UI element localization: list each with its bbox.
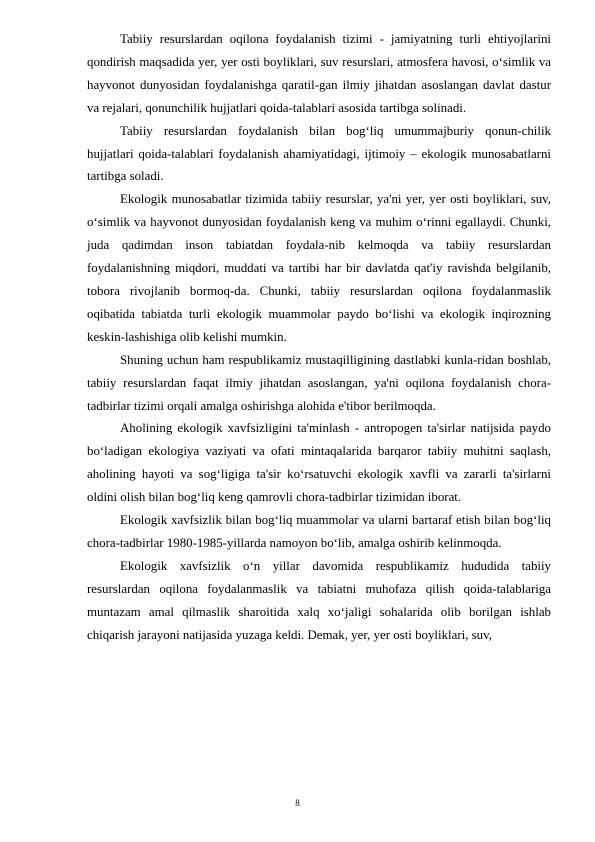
paragraph-independence-focus: Shuning uchun ham respublikamiz mustaqilligining dastlabki kunla-ridan boshlab, tabiiy resurslardan faqat ilmiy jihatdan asoslangan, ya'ni oqilona foydalanish chora-tadbirlar tizimi orqali amalga oshirishga alohida e'tibor berilmoqda. bbox=[87, 352, 551, 413]
paragraph-ecological-safety-decades: Ekologik xavfsizlik o‘n yillar davomida respublikamiz hududida tabiiy resurslardan oqilona foydalanmaslik va tabiatni muhofaza qilish qoida-talablariga muntazam amal qilmaslik sharoitida xalq xo‘jaligi sohalarida olib borilgan ishlab chiqarish jarayoni natijasida yuzaga keldi. Demak, yer, yer osti boyliklari, suv, bbox=[87, 558, 551, 642]
page-number: 8 bbox=[295, 798, 300, 808]
paragraph-natural-resources-rational-use: Tabiiy resurslardan oqilona foydalanish tizimi - jamiyatning turli ehtiyojlarini qondirish maqsadida yer, yer osti boyliklari, suv resurslari, atmosfera havosi, o‘simlik va hayvonot dunyosidan foydalanishga qaratil-gan ilmiy jihatdan asoslangan davlat dastur va rejalari, qonunchilik hujjatlari qoida-talablari asosida tartibga solinadi. bbox=[87, 32, 551, 115]
paragraph-ecological-problems-history: Ekologik xavfsizlik bilan bog‘liq muammolar va ularni bartaraf etish bilan bog‘liq chora-tadbirlar 1980-1985-yillarda namoyon bo‘lib, amalga oshirib kelinmoqda. bbox=[87, 513, 551, 550]
paragraph-population-ecological-safety: Aholining ekologik xavfsizligini ta'minlash - antropogen ta'sirlar natijsida paydo bo‘ladigan ekologiya vaziyati va ofati mintaqalarida barqaror tabiiy muhitni saqlash, aholining hayoti va sog‘ligiga ta'sir ko‘rsatuvchi ekologik xavfli va zararli ta'sirlarni oldini olish bilan bog‘liq keng qamrovli chora-tadbirlar tizimidan iborat. bbox=[87, 421, 551, 505]
paragraph-legal-regulation: Tabiiy resurslardan foydalanish bilan bog‘liq umummajburiy qonun-chilik hujjatlari qoida-talablari foydalanish ahamiyatidagi, ijtimoiy – ekologik munosabatlarni tartibga soladi. bbox=[87, 123, 551, 184]
document-body bbox=[87, 28, 551, 646]
paragraph-ecological-relations: Ekologik munosabatlar tizimida tabiiy resurslar, ya'ni yer, yer osti boyliklari, suv, o‘simlik va hayvonot dunyosidan foydalanish keng va muhim o‘rinni egallaydi. Chunki, juda qadimdan inson tabiatdan foydala-nib kelmoqda va tabiiy resurslardan foydalanishning miqdori, muddati va tartibi har bir davlatda qat'iy ravishda belgilanib, tobora rivojlanib bormoq-da. Chunki, tabiiy resurslardan oqilona foydalanmaslik oqibatida tabiatda turli ekologik muammolar paydo bo‘lishi va ekologik inqirozning keskin-lashishiga olib kelishi mumkin. bbox=[87, 192, 551, 344]
